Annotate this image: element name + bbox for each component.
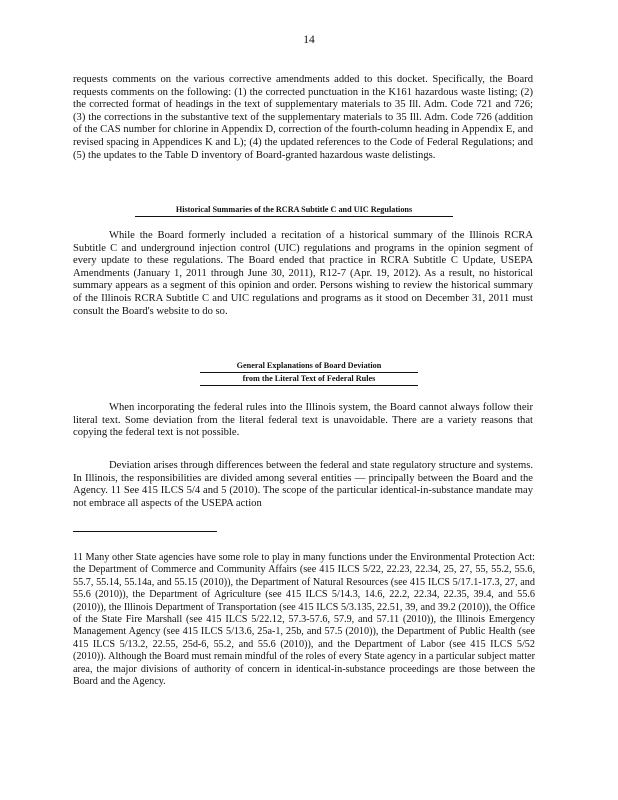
section-heading-deviation <box>200 360 418 386</box>
heading-line-1: General Explanations of Board Deviation <box>200 360 418 373</box>
footnote-separator <box>73 531 217 532</box>
paragraph-historical-summary: While the Board formerly included a recitation of a historical summary of the Illinois RCRA Subtitle C and underground injection control (UIC) regulations and programs in the opinion segment of every update to these regulations. The Board ended that practice in RCRA Subtitle C Update, USEPA Amendments (January 1, 2011 through June 30, 2011), R12-7 (Apr. 19, 2012). As a result, no historical summary appears as a segment of this opinion and order. Persons wishing to review the historical summary of the Illinois RCRA Subtitle C and UIC regulations and programs as it stood on December 31, 2011 must consult the Board's website to do so. <box>73 230 533 317</box>
section-heading-historical-summaries <box>135 204 453 217</box>
paragraph-comments-request: requests comments on the various corrective amendments added to this docket. Specifically, the Board requests comments on the following: (1) the corrected punctuation in the K161 hazardous waste listing; (2) the corrected format of headings in the text of supplementary materials to 35 Ill. Adm. Code 721 and 726; (3) the corrections in the substantive text of the supplementary materials to 35 Ill. Adm. Code 726 (addition of the CAS number for chlorine in Appendix D, correction of the fourth-column heading in Appendix E, and revised spacing in Appendices K and L); (4) the updated references to the Code of Federal Regulations; and (5) the updates to the Table D inventory of Board-granted hazardous waste delistings. <box>73 74 533 161</box>
heading-text: Historical Summaries of the RCRA Subtitle C and UIC Regulations <box>135 204 453 217</box>
page-number: 14 <box>303 34 315 46</box>
heading-line-2: from the Literal Text of Federal Rules <box>200 373 418 386</box>
footnote-11: 11 Many other State agencies have some role to play in many functions under the Environmental Protection Act: the Department of Commerce and Community Affairs (see 415 ILCS 5/22, 22.23, 22.34, 25, 27, 55, 55.2, 55.6, 55.7, 55.14, 55.14a, and 55.15 (2010)), the Department of Natural Resources (see 415 ILCS 5/17.1-17.3, 27, and 55.6 (2010)), the Department of Agriculture (see 415 ILCS 5/14.3, 14.6, 22.2, 22.34, 22.35, 39.4, and 55.6 (2010)), the Illinois Department of Transportation (see 415 ILCS 5/3.135, 22.51, 39, and 39.2 (2010)), the Office of the State Fire Marshall (see 415 ILCS 5/22.12, 57.3-57.6, 57.9, and 57.11 (2010)), the Illinois Emergency Management Agency (see 415 ILCS 5/13.6, 25a-1, 25b, and 57.5 (2010)), the Department of Public Health (see 415 ILCS 5/13.2, 22.55, 25d-6, 55.2, and 55.6 (2010)), and the Department of Labor (see 415 ILCS 5/52 (2010)). Although the Board must remain mindful of the roles of every State agency in a particular subject matter area, the major divisions of authority of concern in identical-in-substance proceedings are those between the Board and the Agency. <box>73 552 535 688</box>
paragraph-literal-text: When incorporating the federal rules into the Illinois system, the Board cannot always follow their literal text. Some deviation from the literal federal text is unavoidable. There are a variety reasons that copying the federal text is not possible. <box>73 402 533 439</box>
paragraph-deviation-structure: Deviation arises through differences between the federal and state regulatory structure and systems. In Illinois, the responsibilities are divided among several entities — principally between the Board and the Agency. 11 See 415 ILCS 5/4 and 5 (2010). The scope of the particular identical-in-substance mandate may not embrace all aspects of the USEPA action <box>73 460 533 509</box>
